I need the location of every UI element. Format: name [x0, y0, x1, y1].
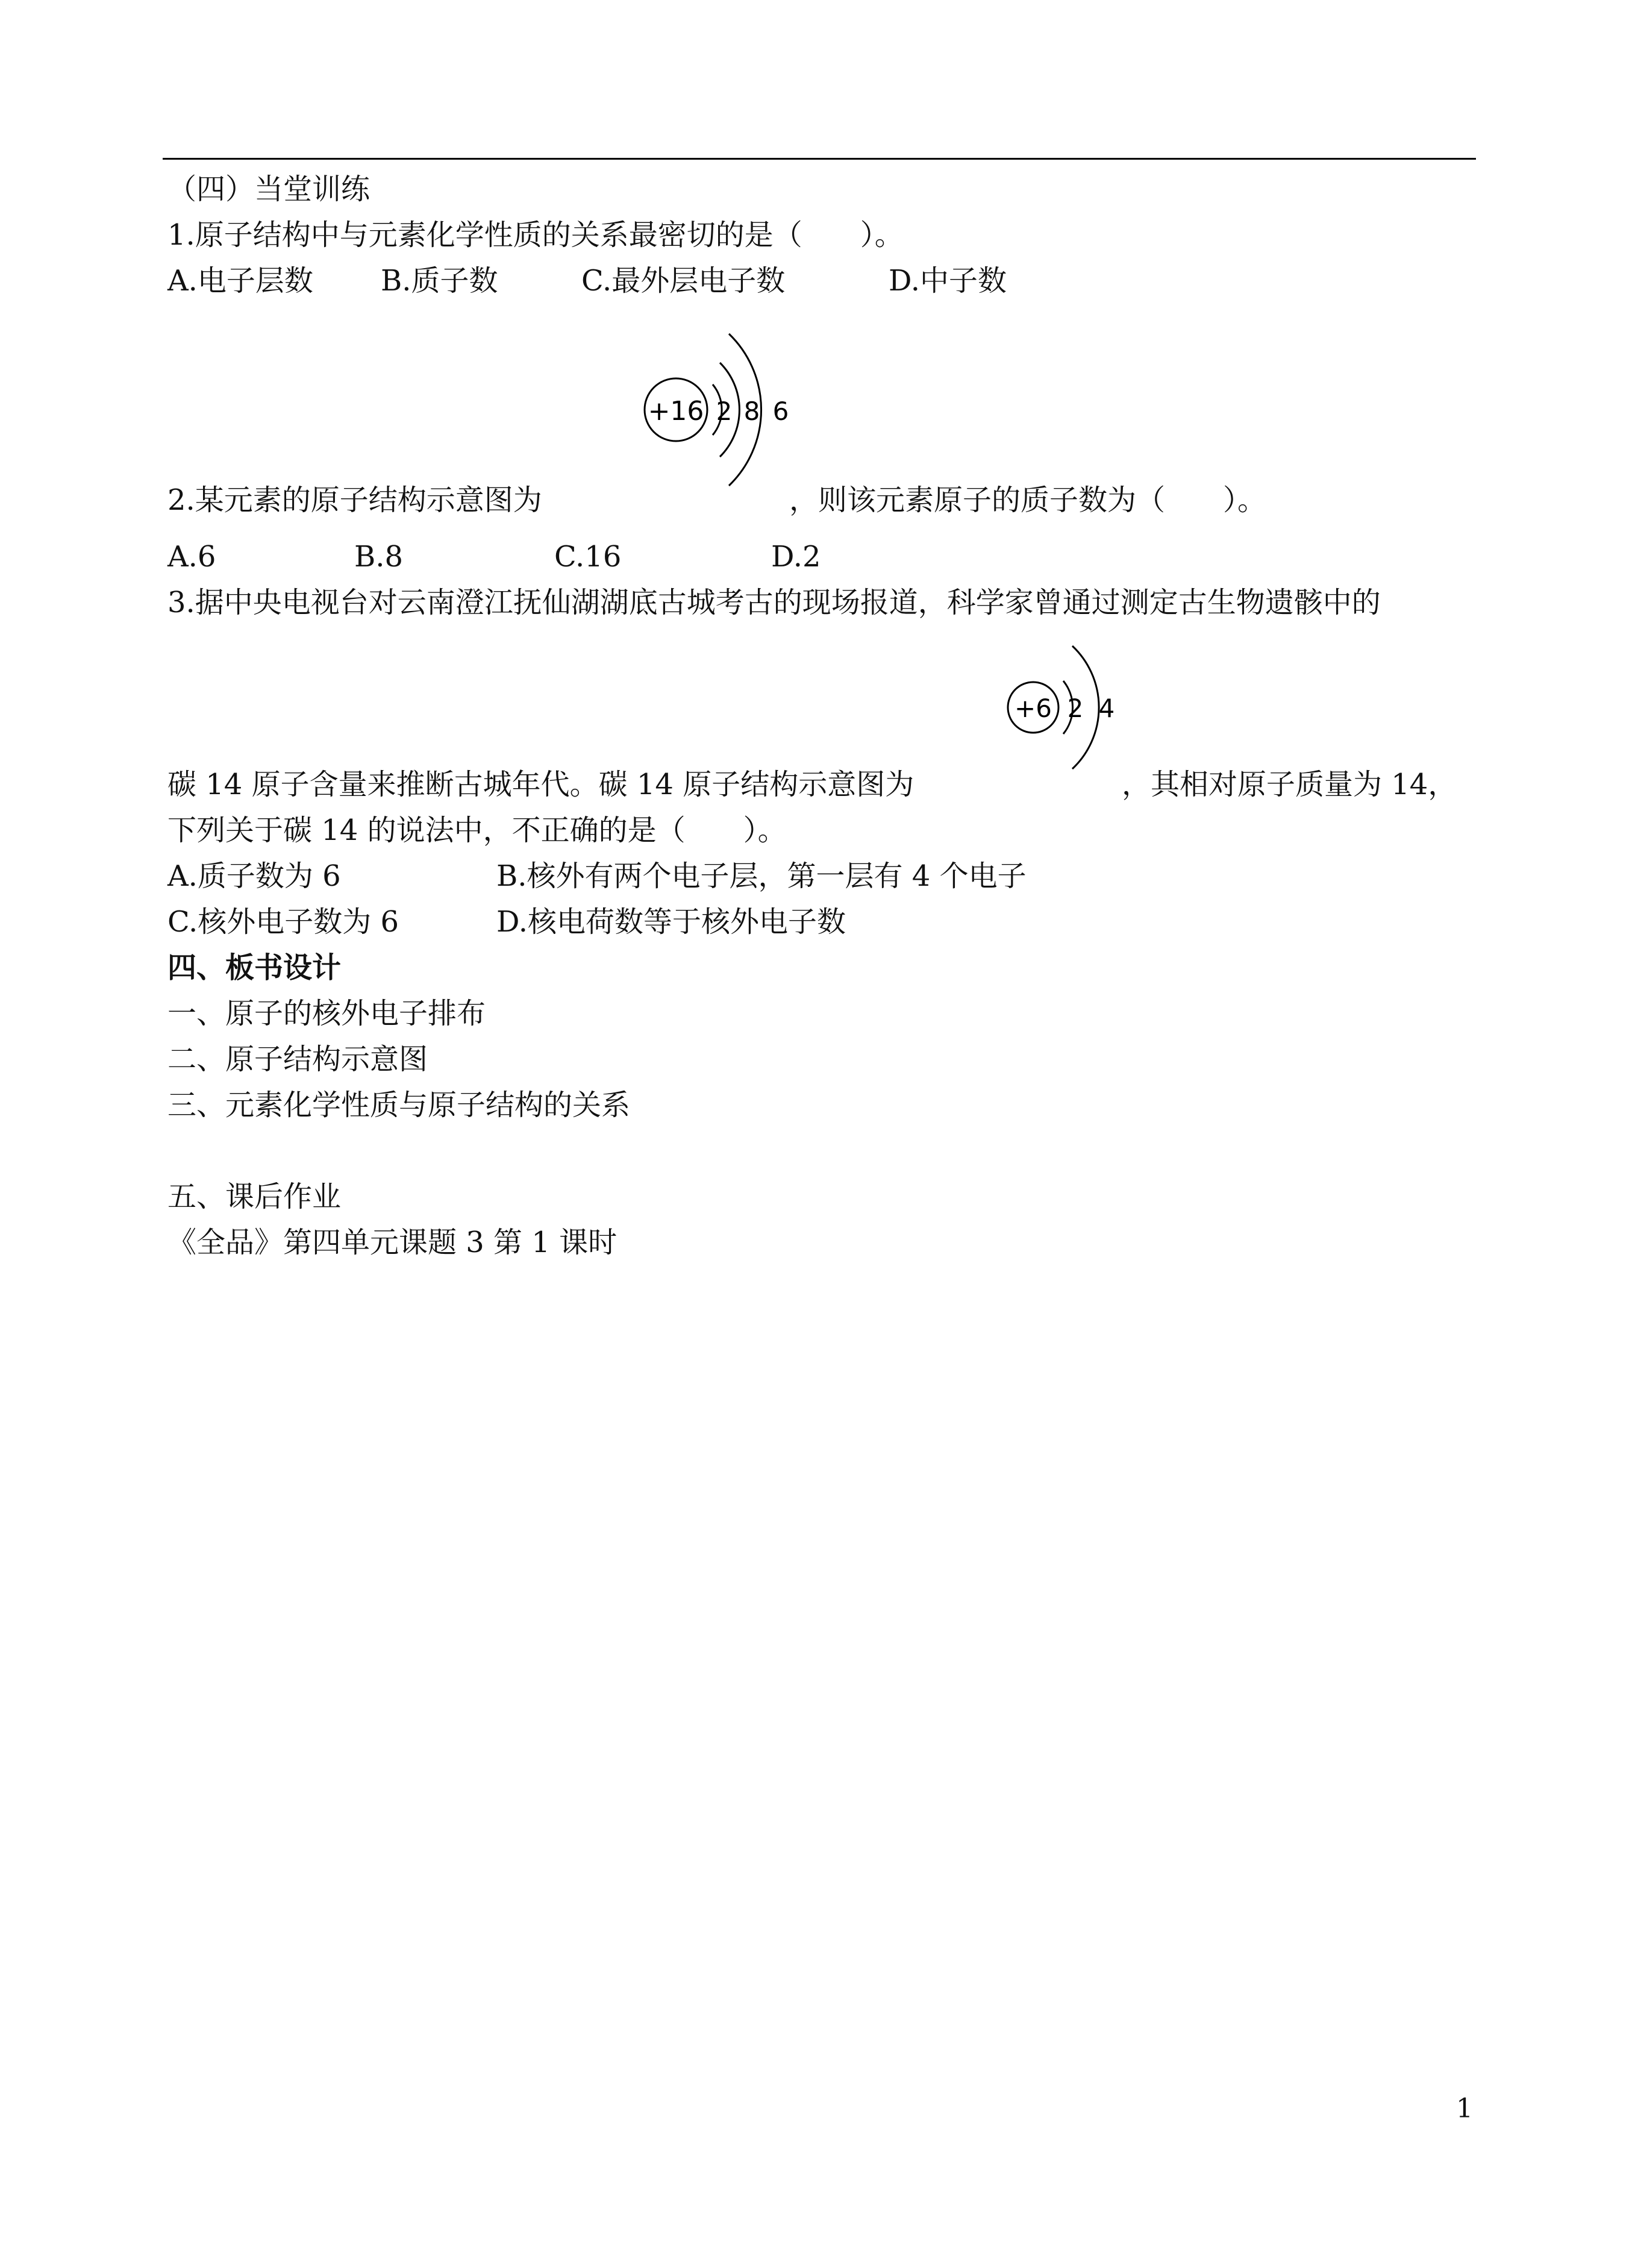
- q3-shell-count-2: 4: [1098, 694, 1115, 723]
- q3-nucleus-label: +6: [1014, 694, 1052, 723]
- board-design-item-2: 二、原子结构示意图: [167, 1042, 428, 1076]
- q3-line-2-after: ，其相对原子质量为 14，: [1122, 768, 1457, 801]
- q3-option-b: B.核外有两个电子层，第一层有 4 个电子: [496, 859, 1027, 893]
- q2-atom-diagram: [633, 319, 807, 494]
- q2-option-d: D.2: [771, 540, 821, 574]
- q2-shell-count-2: 8: [743, 396, 760, 426]
- q1-option-d: D.中子数: [889, 264, 1007, 298]
- q2-option-c: C.16: [554, 540, 622, 574]
- q1-option-c: C.最外层电子数: [581, 264, 786, 298]
- q1-option-b: B.质子数: [381, 264, 498, 298]
- q3-option-a: A.质子数为 6: [167, 859, 341, 893]
- q3-option-d: D.核电荷数等于核外电子数: [496, 905, 846, 939]
- board-design-heading: 四、板书设计: [167, 951, 342, 985]
- q1-option-a: A.电子层数: [167, 264, 313, 298]
- q3-line-1: 3.据中央电视台对云南澄江抚仙湖湖底古城考古的现场报道，科学家曾通过测定古生物遗骸中的: [167, 586, 1381, 619]
- q2-option-a: A.6: [167, 540, 216, 574]
- q2-stem-after: ，则该元素原子的质子数为（ ）。: [789, 483, 1267, 517]
- q2-shell-count-3: 6: [772, 396, 789, 426]
- board-design-item-3: 三、元素化学性质与原子结构的关系: [167, 1088, 631, 1122]
- homework-heading: 五、课后作业: [167, 1180, 342, 1214]
- q3-line-2-before: 碳 14 原子含量来推断古城年代。碳 14 原子结构示意图为: [167, 768, 914, 801]
- q2-shell-count-1: 2: [716, 396, 733, 426]
- homework-text: 《全品》第四单元课题 3 第 1 课时: [167, 1226, 617, 1259]
- board-design-item-1: 一、原子的核外电子排布: [167, 997, 486, 1030]
- q3-line-3: 下列关于碳 14 的说法中，不正确的是（ ）。: [167, 813, 787, 847]
- header-rule: [163, 158, 1476, 160]
- q3-shell-count-1: 2: [1067, 694, 1084, 723]
- q2-stem-before: 2.某元素的原子结构示意图为: [167, 483, 542, 517]
- q2-option-b: B.8: [354, 540, 404, 574]
- q3-atom-diagram: [1000, 633, 1127, 783]
- q3-option-c: C.核外电子数为 6: [167, 905, 399, 939]
- page-number: 1: [1456, 2093, 1473, 2124]
- q2-nucleus-label: +16: [648, 396, 704, 427]
- section-heading-training: （四）当堂训练: [167, 172, 370, 206]
- q1-stem: 1.原子结构中与元素化学性质的关系最密切的是（ ）。: [167, 218, 904, 252]
